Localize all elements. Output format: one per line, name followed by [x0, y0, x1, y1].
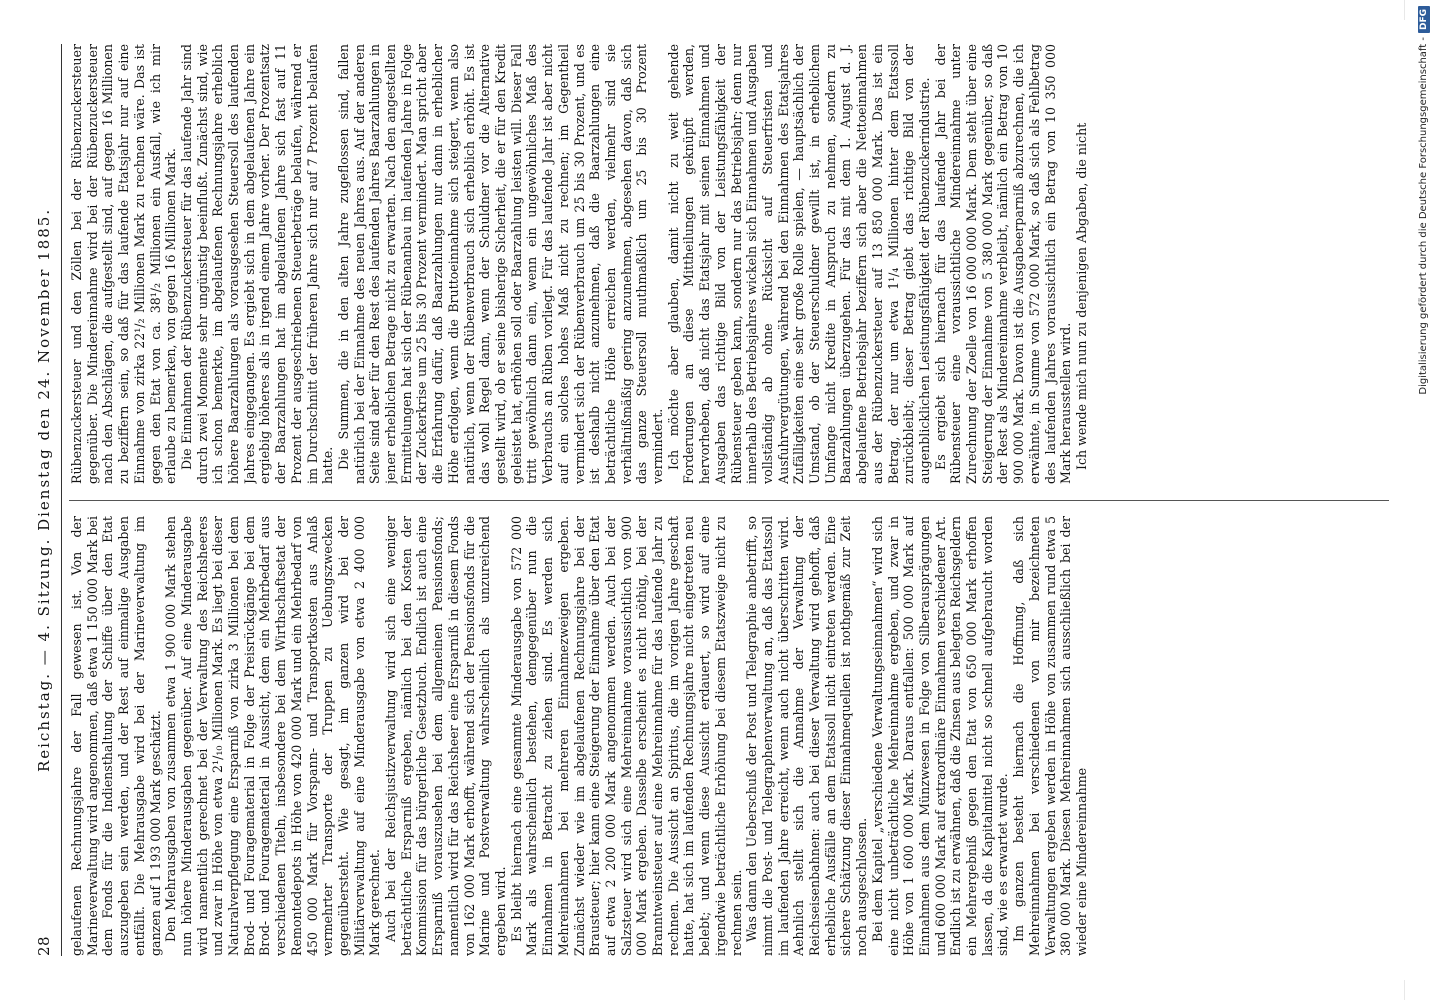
page-number: 28	[35, 935, 53, 956]
left-paragraph: Es bleibt hiernach eine gesammte Minderausgabe von 572 000 Mark als wahrscheinlich bestehen, demgegenüber nun die Einnahmen in Betracht zu ziehen sind. Es werden sich Mehreinnahmen bei mehreren Einnahmezweigen ergeben. Zunächst wieder wie im abgelaufenen Rechnungsjahre bei der Brausteuer; hier kann eine Steigerung der Einnahme über den Etat auf etwa 2 200 000 Mark angenommen werden. Auch bei der Salzsteuer wird sich eine Mehreinnahme voraussichtlich von 900 000 Mark ergeben. Dasselbe erscheint es nicht nöthig, bei der Branntweinsteuer auf eine Mehreinnahme für das laufende Jahr zu rechnen. Die Aussicht an Spiritus, die im vorigen Jahre geschaft hatte, hat sich im laufenden Rechnungsjahre nicht eingetreten neu belebt; und wenn diese Aussicht erdauert, so wird auf eine irgendwie beträchtliche Erhöhung bei diesem Etatszweige nicht zu rechnen sein.	[508, 516, 744, 956]
right-column	[69, 44, 1389, 484]
right-paragraph: Es ergiebt sich hiernach für das laufende Jahr bei der Rübensteuer eine voraussichtliche Mindereinnahme unter Zurechnung der Zoelle von 16 000 000 Mark. Dem steht über eine Steigerung der Einnahme von 5 380 000 Mark gegenüber, so daß der Rest als Mindereinnahme verbleibt, nämlich ein Betrag von 10 900 000 Mark. Davon ist die Ausgabeerparniß abzurechnen, die ich erwähnte, in Summe von 572 000 Mark, so daß sich als Fehlbetrag des laufenden Jahres voraussichtlich ein Betrag von 10 350 000 Mark herausstellen wird.	[932, 44, 1074, 484]
left-paragraph: Bei dem Kapitel „verschiedene Verwaltungseinnahmen“ wird sich eine nicht unbeträchtliche Mehreinnahme ergeben, und zwar in Höhe von 1 600 000 Mark. Daraus entfallen: 500 000 Mark auf Einnahmen aus dem Münzwesen in Folge von Silberausprägungen und 600 000 Mark auf extraordinäre Einnahmen verschiedener Art. Endlich ist zu erwähnen, daß die Zinsen aus belegten Reichsgeldern ein Mehrergebniß gegen den Etat von 650 000 Mark erhoffen lassen, da die Kapitalmittel nicht so schnell aufgebraucht worden sind, wie es erwartet wurde.	[869, 516, 1011, 956]
newspaper-page	[21, 20, 1411, 980]
right-paragraph: Rübenzuckersteuer und den Zöllen bei der Rübenzuckersteuer gegenüber. Die Mindereinnahme wird bei der Rübenzuckersteuer nach den Abschlägen, die aufgestellt sind, auf gegen 16 Millionen zu beziffern sein, so daß für das laufende Etatsjahr nur auf eine Einnahme von zirka 22¹/₂ Millionen Mark zu rechnen wäre. Das ist gegen den Etat von ca. 38¹/₂ Millionen ein Ausfall, wie ich mir erlaube zu bemerken, von gegen 16 Millionen Mark.	[69, 44, 179, 484]
right-paragraph: Die Summen, die in den alten Jahre zugeflossen sind, fallen natürlich bei der Einnahme des neuen Jahres aus. Auf der anderen Seite sind aber für den Rest des laufenden Jahres Baarzahlungen in jener erheblichen Betrage nicht zu erwarten. Nach den angestellten Ermittelungen hat sich der Rübenanbau im laufenden Jahre in Folge der Zuckerkrise um 25 bis 30 Prozent vermindert. Man spricht aber die Erfahrung dafür, daß Baarzahlungen nur dann in erheblicher Höhe erfolgen, wenn die Bruttoeinnahme sich steigert, wenn also natürlich, wenn der Rübenverbrauch sich erheblich erhöht. Es ist das wohl Regel dann, wenn der Schuldner vor die Alternative gestellt wird, ob er seine bisherige Sicherheit, die er für den Kredit geleistet hat, erhöhen soll oder Baarzahlung leisten will. Dieser Fall tritt gewöhnlich dann ein, wenn ein ungewöhnliches Maß des Verbrauchs an Rüben vorliegt. Für das laufende Jahr ist aber nicht auf ein solches hohes Maß nicht zu rechnen; im Gegentheil vermindert sich der Rübenverbrauch um 25 bis 30 Prozent, und es ist deshalb nicht anzunehmen, daß die Baarzahlungen eine beträchtliche Höhe erreichen werden, vielmehr sind sie verhältnißmäßig gering anzunehmen, abgesehen davon, daß sich das ganze Steuersoll muthmaßlich um 25 bis 30 Prozent vermindert.	[335, 44, 666, 484]
right-paragraph: Die Einnahmen der Rübenzuckersteuer für das laufende Jahr sind durch zwei Momente sehr ungünstig beeinflußt. Zunächst sind, wie ich schon bemerkte, im abgelaufenen Rechnungsjahre erheblich höhere Baarzahlungen als vorausgesehen Steuersoll des laufenden Jahres eingegangen. Es ergiebt sich in dem abgelaufenen Jahre ein ergiebig höheres als in irgend einem Jahre vorher. Der Prozentsatz der Baarzahlungen hat im abgelaufenen Jahre sich fast auf 11 Prozent der ausgeschriebenen Steuerbeträge belaufen, während er im Durchschnitt der früheren Jahre sich nur auf 7 Prozent belaufen hatte.	[178, 44, 336, 484]
column-divider	[69, 500, 1389, 501]
header-title: Reichstag. — 4. Sitzung. Dienstag den 24. November 1885.	[35, 207, 53, 773]
left-paragraph: gelaufenen Rechnungsjahre der Fall gewesen ist. Von der Marineverwaltung wird angenommen, daß etwa 1 150 000 Mark bei dem Fonds für die Indiensthaltung der Schiffe über den Etat auszugeben sein werden, und der Rest auf einmalige Ausgaben entfällt. Die Mehrausgabe wird bei der Marineverwaltung im ganzen auf 1 193 000 Mark geschätzt.	[69, 516, 163, 956]
running-head	[35, 44, 57, 956]
left-paragraph: Im ganzen besteht hiernach die Hoffnung, daß sich Mehreinnahmen bei verschiedenen von mir bezeichneten Verwaltungen ergeben werden in Höhe von zusammen rund etwa 5 380 000 Mark. Diesen Mehreinnahmen sich ausschließlich bei der wieder eine Mindereinnahme	[1011, 516, 1089, 956]
left-paragraph: Auch bei der Reichsjustizverwaltung wird sich eine weniger beträchtliche Ersparniß ergeben, nämlich bei den Kosten der Kommission für das bürgerliche Gesetzbuch. Endlich ist auch eine Ersparniß vorauszusehen bei dem allgemeinen Pensionsfonds; namentlich wird für das Reichsheer eine Ersparniß in diesem Fonds von 162 000 Mark erhofft, während sich der Pensionsfonds für die Marine und Postverwaltung wahrscheinlich als unzureichend ergeben wird.	[383, 516, 508, 956]
left-column	[69, 516, 1389, 956]
dfg-logo: DFG	[1418, 6, 1430, 33]
dfg-attribution-text: Digitalisierung gefördert durch die Deutsche Forschungsgemeinschaft -	[1418, 37, 1429, 395]
header-rule	[61, 44, 62, 956]
left-paragraph: Den Mehrausgaben von zusammen etwa 1 900 000 Mark stehen nun höhere Minderausgaben gegenüber. Auf eine Minderausgabe wird namentlich gerechnet bei der Verwaltung des Reichsheeres und zwar in Höhe von etwa 2¹/₁₀ Millionen Mark. Es liegt bei dieser Naturalverpflegung eine Ersparniß von zirka 3 Millionen bei dem Brod- und Fouragematerial in Folge der Preisrückgänge bei dem Brod- und Fouragematerial in Aussicht, dem ein Mehrbedarf aus verschiedenen Titeln, insbesondere bei dem Wirthschaftsetat der Remontedepots in Höhe von 420 000 Mark und ein Mehrbedarf von 450 000 Mark für Vorspann- und Transportkosten aus Anlaß vermehrter Transporte der Truppen zu Uebungszwecken gegenübersteht. Wie gesagt, im ganzen wird bei der Militärverwaltung auf eine Minderausgabe von etwa 2 400 000 Mark gerechnet.	[163, 516, 383, 956]
right-paragraph: Ich wende mich nun zu denjenigen Abgaben, die nicht	[1074, 122, 1089, 470]
left-paragraph: Was dann den Ueberschuß der Post und Telegraphie anbetrifft, so nimmt die Post- und Telegraphenverwaltung an, daß das Etatssoll im laufenden Jahre erreicht, wenn auch nicht überschritten wird. Aehnlich stellt sich die Annahme der Verwaltung der Reichseisenbahnen: auch bei dieser Verwaltung wird gehofft, daß erhebliche Ausfälle an dem Etatssoll nicht eintreten werden. Eine sichere Schätzung dieser Einnahmequellen ist nothgemäß zur Zeit noch ausgeschlossen.	[744, 516, 870, 956]
dfg-attribution	[1417, 6, 1431, 994]
right-paragraph: Ich möchte aber glauben, damit nicht zu weit gehende Forderungen an diese Mittheilungen geknüpft werden, hervorheben, daß nicht das Etatsjahr mit seinen Einnahmen und Ausgaben das richtige Bild von der Leistungsfähigkeit der Rübensteuer geben kann, sondern nur das Betriebsjahr; denn nur innerhalb des Betriebsjahres wickeln sich Einnahmen und Ausgaben vollständig ab ohne Rücksicht auf Steuerfristen und Ausfuhrvergütungen, während bei den Einnahmen des Etatsjahres Zufälligkeiten eine sehr große Rolle spielen, — hauptsächlich der Umstand, ob der Steuerschuldner gewillt ist, in erheblichem Umfange nicht Kredite in Anspruch zu nehmen, sondern zu Baarzahlungen überzugehen. Für das mit dem 1. August d. J. abgelaufene Betriebsjahr beziffern sich aber die Nettoeinnahmen aus der Rübenzuckersteuer auf 13 850 000 Mark. Das ist ein Betrag, der nur um etwa 1¹/₄ Millionen hinter dem Etatssoll zurückbleibt; dieser Betrag giebt das richtige Bild von der augenblicklichen Leistungsfähigkeit der Rübenzuckerindustrie.	[665, 44, 932, 484]
